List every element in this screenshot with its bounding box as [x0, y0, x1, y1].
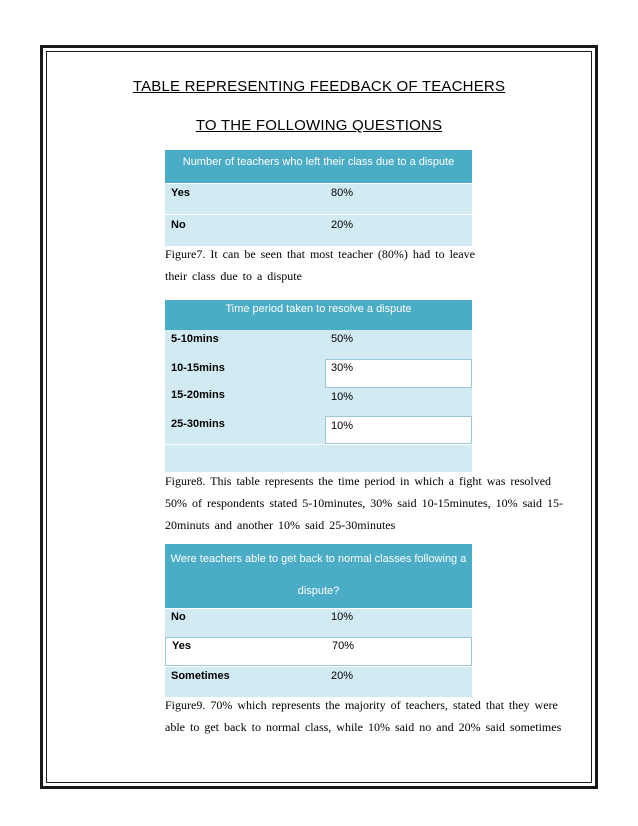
- row-value: 30%: [331, 362, 354, 374]
- row-label: Yes: [171, 187, 190, 199]
- row-value: 80%: [331, 187, 354, 199]
- figure7-caption: [165, 243, 575, 287]
- header-line: Were teachers able to get back to normal classes following a: [170, 553, 467, 565]
- row-value: 70%: [332, 640, 355, 652]
- table-time-period: [165, 300, 472, 472]
- row-label: Sometimes: [171, 670, 230, 682]
- table-header: Number of teachers who left their class due to a dispute: [165, 150, 472, 183]
- caption-line: 20minuts and another 10% said 25-30minutes: [165, 518, 396, 532]
- row-label: Yes: [172, 640, 191, 652]
- caption-line: able to get back to normal class, while 10% said no and 20% said sometimes: [165, 720, 562, 734]
- table-row: [165, 183, 472, 214]
- row-value: 20%: [331, 219, 354, 231]
- row-label: 5-10mins: [171, 333, 219, 345]
- row-value: 10%: [331, 611, 354, 623]
- row-label: 25-30mins: [171, 418, 225, 430]
- row-value: 10%: [331, 420, 354, 432]
- caption-line: Figure8. This table represents the time period in which a fight was resolved: [165, 474, 552, 488]
- caption-line: Figure9. 70% which represents the majority of teachers, stated that they were: [165, 698, 558, 712]
- table-empty-row: [165, 444, 472, 472]
- row-label: No: [171, 611, 186, 623]
- row-value: 10%: [331, 391, 354, 403]
- table-row: [165, 608, 472, 637]
- table-body: [165, 330, 472, 444]
- figure9-caption: [165, 694, 575, 738]
- row-value: 20%: [331, 670, 354, 682]
- table-header: Time period taken to resolve a dispute: [165, 300, 472, 330]
- page-title-line1: TABLE REPRESENTING FEEDBACK OF TEACHERS: [132, 78, 506, 95]
- caption-line: their class due to a dispute: [165, 269, 302, 283]
- table-row: [165, 214, 472, 246]
- caption-line: 50% of respondents stated 5-10minutes, 30% said 10-15minutes, 10% said 15-: [165, 496, 563, 510]
- table-back-to-class: [165, 544, 472, 697]
- row-value: 50%: [331, 333, 354, 345]
- table-row: [165, 637, 472, 666]
- header-line: dispute?: [297, 585, 340, 597]
- table-teachers-left-class: [165, 150, 472, 246]
- row-label: No: [171, 219, 186, 231]
- row-label: 15-20mins: [171, 389, 225, 401]
- figure8-caption: [165, 470, 575, 536]
- row-label: 10-15mins: [171, 362, 225, 374]
- page-title-line2: TO THE FOLLOWING QUESTIONS: [195, 117, 443, 134]
- table-row: [165, 666, 472, 697]
- table-header: [165, 544, 472, 608]
- caption-line: Figure7. It can be seen that most teacher (80%) had to leave: [165, 247, 475, 261]
